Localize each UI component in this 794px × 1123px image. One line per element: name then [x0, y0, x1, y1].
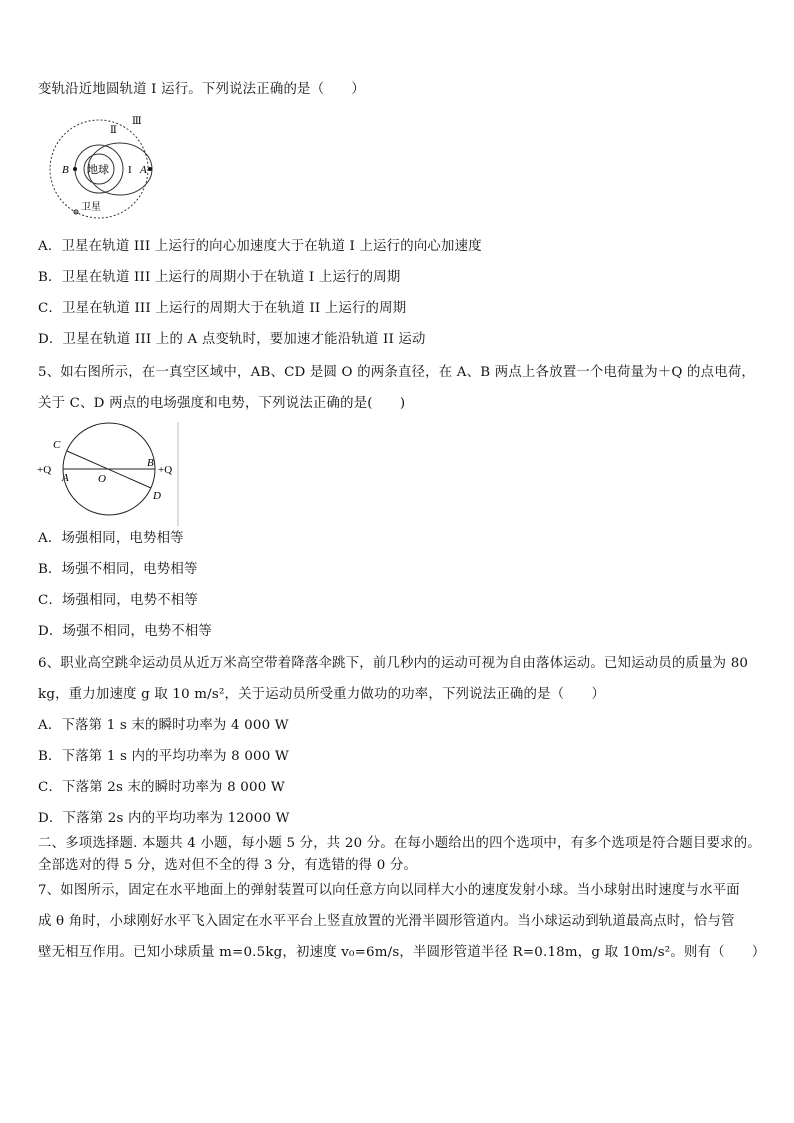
- orbit-i-label: I: [128, 164, 132, 176]
- q6-option-d: D．下落第 2s 内的平均功率为 12000 W: [38, 811, 290, 826]
- q6-option-b: B．下落第 1 s 内的平均功率为 8 000 W: [38, 749, 289, 764]
- point-b-label: B: [62, 164, 69, 176]
- orbit-ii-label: Ⅱ: [110, 125, 117, 136]
- orbit-iii-label: Ⅲ: [132, 116, 142, 127]
- point-b-label: B: [147, 457, 154, 469]
- q7-stem-line2: 成 θ 角时，小球刚好水平飞入固定在水平平台上竖直放置的光滑半圆形管道内。当小球运动到轨道最高点时，恰与管: [38, 914, 735, 929]
- q5-option-b: B．场强不相同，电势相等: [38, 562, 198, 577]
- right-charge-label: +Q: [158, 464, 173, 476]
- point-a: [148, 167, 152, 171]
- q6-stem-line1: 6、职业高空跳伞运动员从近万米高空带着降落伞跳下，前几秒内的运动可视为自由落体运动。已知运动员的质量为 80: [38, 656, 749, 671]
- point-o-label: O: [98, 473, 106, 485]
- section2-line2: 全部选对的得 5 分，选对但不全的得 3 分，有选错的得 0 分。: [38, 858, 418, 873]
- point-d-label: D: [153, 490, 161, 502]
- q4-option-b: B．卫星在轨道 III 上运行的周期小于在轨道 I 上运行的周期: [38, 270, 401, 285]
- section2-line1: 二、多项选择题. 本题共 4 小题，每小题 5 分，共 20 分。在每小题给出的四个选项中，有多个选项是符合题目要求的。: [38, 836, 761, 851]
- point-a-label: A: [140, 164, 147, 176]
- q4-option-d: D．卫星在轨道 III 上的 A 点变轨时，要加速才能沿轨道 II 运动: [38, 332, 426, 347]
- q5-stem-line2: 关于 C、D 两点的电场强度和电势，下列说法正确的是( ): [38, 396, 406, 411]
- q6-option-c: C．下落第 2s 末的瞬时功率为 8 000 W: [38, 780, 285, 795]
- q5-stem-line1: 5、如右图所示，在一真空区域中，AB、CD 是圆 O 的两条直径，在 A、B 两点上各放置一个电荷量为＋Q 的点电荷，: [38, 365, 756, 380]
- q5-option-c: C．场强相同，电势不相等: [38, 593, 198, 608]
- q5-option-a: A．场强相同，电势相等: [38, 531, 184, 546]
- earth-label: 地球: [87, 164, 109, 176]
- circle-figure: [36, 422, 186, 526]
- q6-stem-line2: kg，重力加速度 g 取 10 m/s²，关于运动员所受重力做功的功率，下列说法正确的是（ ）: [38, 687, 606, 702]
- point-b: [73, 167, 77, 171]
- point-c-label: C: [53, 439, 61, 451]
- orbit-figure: [40, 112, 170, 220]
- q7-stem-line3: 壁无相互作用。已知小球质量 m=0.5kg，初速度 v₀=6m/s，半圆形管道半径 R=0.18m，g 取 10m/s²。则有（ ）: [38, 945, 766, 960]
- q5-option-d: D．场强不相同，电势不相等: [38, 624, 213, 639]
- left-charge-label: +Q: [37, 464, 52, 476]
- q6-option-a: A．下落第 1 s 末的瞬时功率为 4 000 W: [38, 718, 289, 733]
- q7-stem-line1: 7、如图所示，固定在水平地面上的弹射装置可以向任意方向以同样大小的速度发射小球。当小球射出时速度与水平面: [38, 883, 740, 898]
- q4-option-c: C．卫星在轨道 III 上运行的周期大于在轨道 II 上运行的周期: [38, 301, 407, 316]
- satellite-label: 卫星: [81, 202, 101, 213]
- q4-stem-tail: 变轨沿近地圆轨道 I 运行。下列说法正确的是（ ）: [38, 82, 365, 97]
- point-a-label: A: [62, 472, 69, 484]
- q4-option-a: A．卫星在轨道 III 上运行的向心加速度大于在轨道 I 上运行的向心加速度: [38, 239, 482, 254]
